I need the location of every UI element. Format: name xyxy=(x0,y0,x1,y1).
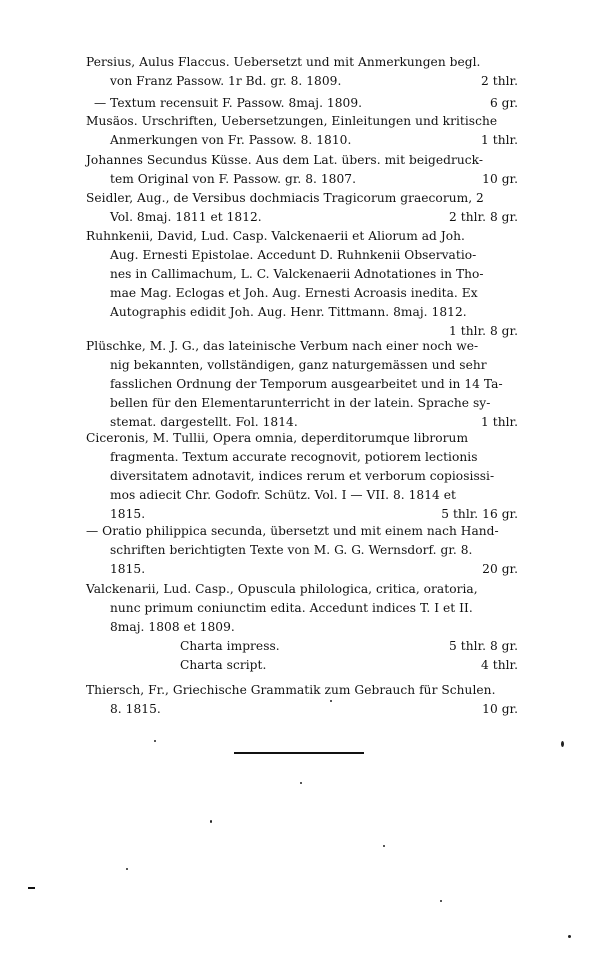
entry-line xyxy=(86,189,518,208)
line-text: diversitatem adnotavit, indices rerum et verborum copiosissi- xyxy=(110,469,495,483)
scan-speck xyxy=(154,740,156,742)
scan-speck xyxy=(568,935,571,938)
line-text: 1815. xyxy=(110,507,146,521)
line-text: nig bekannten, vollständigen, ganz naturgemässen und sehr xyxy=(110,358,487,372)
entry-thiersch xyxy=(86,681,518,719)
price: 1 thlr. xyxy=(481,415,518,429)
line-text: 1815. xyxy=(110,562,146,576)
line-text: 8. 1815. xyxy=(110,702,161,716)
entry-line xyxy=(86,170,518,189)
price: 1 thlr. 8 gr. xyxy=(449,324,518,338)
price: 4 thlr. xyxy=(481,658,518,672)
entry-plueschke xyxy=(86,337,518,432)
entry-line xyxy=(86,151,518,170)
entry-line xyxy=(86,429,518,448)
line-text: Johannes Secundus Küsse. Aus dem Lat. übers. mit beigedruck- xyxy=(86,153,484,167)
entry-persius xyxy=(86,53,518,91)
entry-line xyxy=(86,265,518,284)
entry-line xyxy=(86,599,518,618)
line-text: Autographis edidit Joh. Aug. Henr. Tittmann. 8maj. 1812. xyxy=(110,305,467,319)
entry-persius-textum xyxy=(86,94,518,113)
entry-line xyxy=(86,394,518,413)
line-text: Valckenarii, Lud. Casp., Opuscula philologica, critica, oratoria, xyxy=(86,582,478,596)
line-text: — Textum recensuit F. Passow. 8maj. 1809. xyxy=(94,96,363,110)
line-text: Plüschke, M. J. G., das lateinische Verbum nach einer noch we- xyxy=(86,339,479,353)
entry-line xyxy=(86,227,518,246)
line-text: Aug. Ernesti Epistolae. Accedunt D. Ruhnkenii Observatio- xyxy=(110,248,477,262)
price: 10 gr. xyxy=(482,172,518,186)
entry-line xyxy=(86,681,518,700)
entry-line xyxy=(86,448,518,467)
line-text: Charta script. xyxy=(180,658,267,672)
line-text: tem Original von F. Passow. gr. 8. 1807. xyxy=(110,172,357,186)
price: 2 thlr. xyxy=(481,74,518,88)
line-text: nunc primum coniunctim edita. Accedunt indices T. I et II. xyxy=(110,601,473,615)
line-text: fasslichen Ordnung der Temporum ausgearbeitet und in 14 Ta- xyxy=(110,377,503,391)
line-text: bellen für den Elementarunterricht in der latein. Sprache sy- xyxy=(110,396,491,410)
line-text: Charta impress. xyxy=(180,639,280,653)
entry-line xyxy=(86,656,518,675)
entry-line xyxy=(86,356,518,375)
entry-line xyxy=(86,112,518,131)
entry-line xyxy=(86,53,518,72)
price: 6 gr. xyxy=(489,96,518,110)
scan-speck xyxy=(300,782,302,784)
entry-line xyxy=(86,700,518,719)
price: 2 thlr. 8 gr. xyxy=(449,210,518,224)
line-text: Musäos. Urschriften, Uebersetzungen, Einleitungen und kritische xyxy=(86,114,498,128)
entry-musaeos xyxy=(86,112,518,150)
scan-speck xyxy=(440,900,442,902)
line-text: stemat. dargestellt. Fol. 1814. xyxy=(110,415,298,429)
entry-line xyxy=(86,94,518,113)
entry-line xyxy=(86,637,518,656)
entry-line xyxy=(86,522,518,541)
entry-oratio-philippica xyxy=(86,522,518,579)
line-text: mae Mag. Eclogas et Joh. Aug. Ernesti Acroasis inedita. Ex xyxy=(110,286,478,300)
price: 1 thlr. xyxy=(481,133,518,147)
scan-mark xyxy=(28,887,35,889)
scan-speck xyxy=(383,845,385,847)
entry-line xyxy=(86,467,518,486)
scan-speck xyxy=(210,820,212,823)
price: 5 thlr. 16 gr. xyxy=(441,507,518,521)
entry-ciceronis xyxy=(86,429,518,524)
entry-line xyxy=(86,560,518,579)
price: 5 thlr. 8 gr. xyxy=(449,639,518,653)
line-text: Ciceronis, M. Tullii, Opera omnia, deperditorumque librorum xyxy=(86,431,469,445)
entry-line xyxy=(86,580,518,599)
entry-line xyxy=(86,303,518,322)
closing-rule xyxy=(234,752,364,754)
price: 20 gr. xyxy=(482,562,518,576)
entry-line xyxy=(86,337,518,356)
line-text: mos adiecit Chr. Godofr. Schütz. Vol. I — VII. 8. 1814 et xyxy=(110,488,456,502)
entry-line xyxy=(86,375,518,394)
line-text: Seidler, Aug., de Versibus dochmiacis Tragicorum graecorum, 2 xyxy=(86,191,484,205)
price: 10 gr. xyxy=(482,702,518,716)
entry-ruhnkenii xyxy=(86,227,518,341)
scan-speck xyxy=(330,700,332,702)
line-text: schriften berichtigten Texte von M. G. G. Wernsdorf. gr. 8. xyxy=(110,543,473,557)
scan-speck xyxy=(561,741,564,747)
entry-line xyxy=(86,486,518,505)
entry-line xyxy=(86,246,518,265)
entry-line xyxy=(86,208,518,227)
scan-speck xyxy=(126,868,128,870)
line-text: Persius, Aulus Flaccus. Uebersetzt und mit Anmerkungen begl. xyxy=(86,55,481,69)
line-text: Ruhnkenii, David, Lud. Casp. Valckenaerii et Aliorum ad Joh. xyxy=(86,229,465,243)
entry-line xyxy=(86,131,518,150)
line-text: — Oratio philippica secunda, übersetzt und mit einem nach Hand- xyxy=(86,524,499,538)
line-text: Vol. 8maj. 1811 et 1812. xyxy=(110,210,262,224)
entry-line xyxy=(86,541,518,560)
entry-line xyxy=(86,618,518,637)
entry-seidler xyxy=(86,189,518,227)
line-text: Thiersch, Fr., Griechische Grammatik zum Gebrauch für Schulen. xyxy=(86,683,496,697)
entry-johannes-secundus xyxy=(86,151,518,189)
line-text: Anmerkungen von Fr. Passow. 8. 1810. xyxy=(110,133,352,147)
line-text: fragmenta. Textum accurate recognovit, potiorem lectionis xyxy=(110,450,478,464)
line-text: von Franz Passow. 1r Bd. gr. 8. 1809. xyxy=(110,74,342,88)
line-text: nes in Callimachum, L. C. Valckenaerii Adnotationes in Tho- xyxy=(110,267,484,281)
entry-line xyxy=(86,72,518,91)
line-text: 8maj. 1808 et 1809. xyxy=(110,620,235,634)
entry-line xyxy=(86,284,518,303)
entry-valckenarii xyxy=(86,580,518,675)
